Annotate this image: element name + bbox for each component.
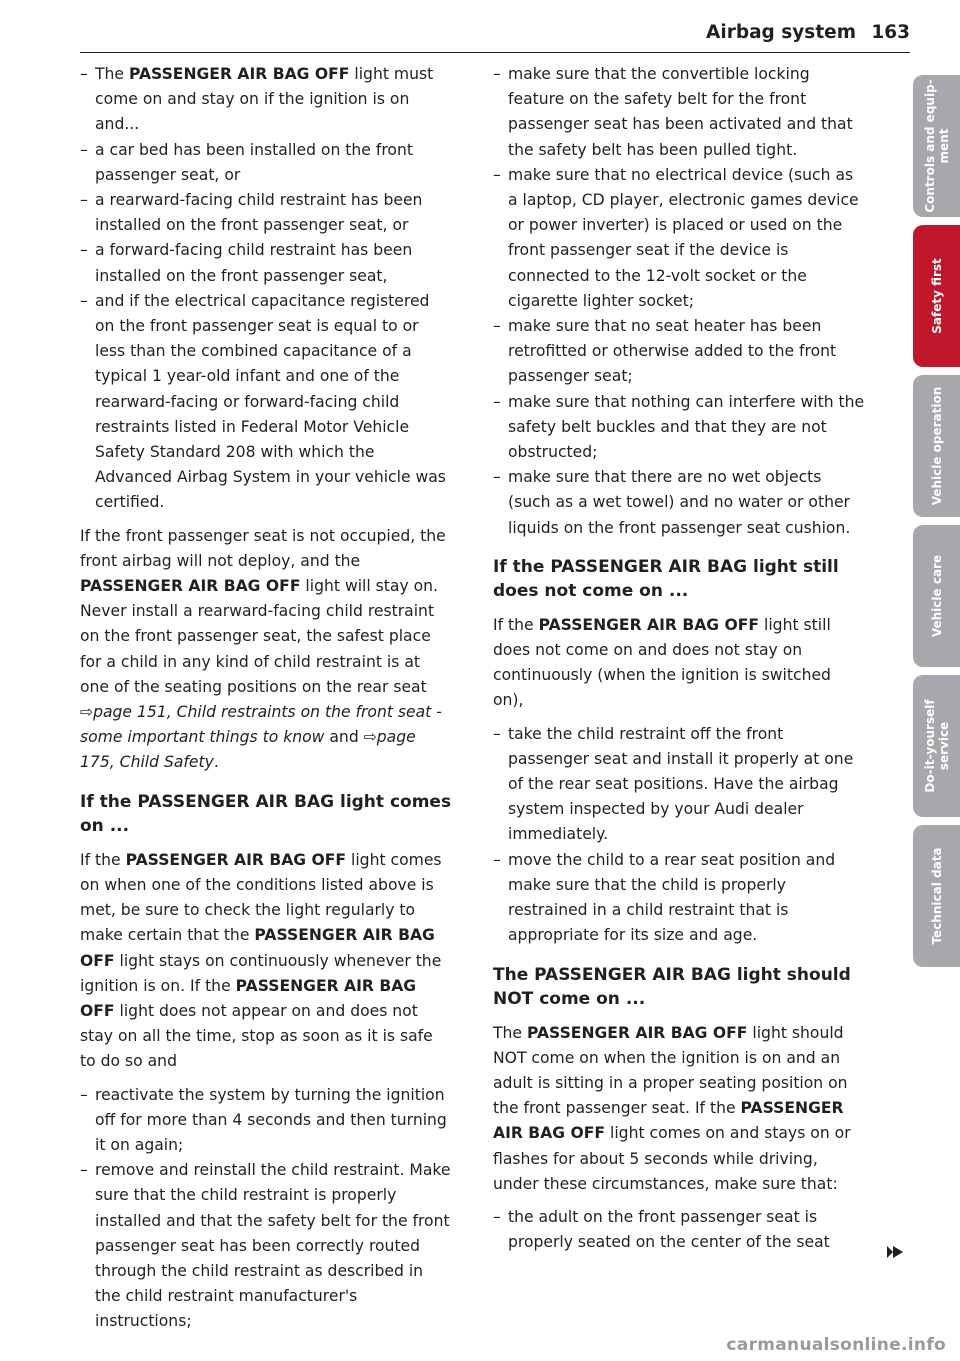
tab-safety-first[interactable]: Safety first: [913, 225, 960, 367]
tab-controls-and-equipment[interactable]: Controls and equip- ment: [913, 75, 960, 217]
list-item: – The PASSENGER AIR BAG OFF light must come on and stay on if the ignition is on and...: [80, 62, 452, 138]
check-list: [493, 1205, 865, 1255]
watermark: carmanualsonline.info: [726, 1335, 946, 1355]
light-should-not-paragraph: The PASSENGER AIR BAG OFF light should NOT come on when the ignition is on and an adult is sitting in a proper seating position on the front passenger seat. If the PASSENGER AIR BAG OFF light comes on and stays on or flashes for about 5 seconds while driving, under these circumstances, make sure that:: [493, 1023, 851, 1193]
page-ref-link[interactable]: page 175, Child Safety: [80, 728, 416, 772]
continue-arrow-icon: [893, 1246, 903, 1258]
section-heading: The PASSENGER AIR BAG light should NOT come on ...: [493, 964, 851, 1009]
unoccupied-seat-paragraph: If the front passenger seat is not occupied, the front airbag will not deploy, and the PASSENGER AIR BAG OFF light will stay on. Never install a rearward-facing child restraint on the front passenger seat, the safest place for a child in any kind of child restraint is at one of the seating positions on the rear seat ⇨page 151, Child restraints on the front seat - some important things to know and ⇨page 175, Child Safety.: [80, 526, 446, 772]
list-item: – and if the electrical capacitance registered on the front passenger seat is equal to or less than the combined capacitance of a typical 1 year-old infant and one of the rearward-facing or forward-facing child restraints listed in Federal Motor Vehicle Safety Standard 208 with which the Advanced Airbag System in your vehicle was certified.: [80, 289, 452, 516]
page-number: 163: [871, 22, 910, 43]
tab-technical-data[interactable]: Technical data: [913, 825, 960, 967]
action-list: [80, 1083, 452, 1335]
condition-list: [80, 62, 452, 516]
page-ref-link[interactable]: page 151, Child restraints on the front seat - some important things to know: [80, 703, 442, 747]
light-comes-on-paragraph: If the PASSENGER AIR BAG OFF light comes on when one of the conditions listed above is met, be sure to check the light regularly to make certain that the PASSENGER AIR BAG OFF light stays on continuously whenever the ignition is on. If the PASSENGER AIR BAG OFF light does not appear on and does not stay on all the time, stop as soon as it is safe to do so and: [80, 850, 442, 1071]
list-item: – reactivate the system by turning the ignition off for more than 4 seconds and then turning it on again;: [80, 1083, 452, 1159]
action-list: [493, 722, 865, 949]
list-item: – the adult on the front passenger seat is properly seated on the center of the seat: [493, 1205, 865, 1255]
left-column: [80, 62, 452, 1335]
list-item: – a forward-facing child restraint has been installed on the front passenger seat,: [80, 238, 452, 288]
list-item: – a rearward-facing child restraint has been installed on the front passenger seat, or: [80, 188, 452, 238]
list-item: – a car bed has been installed on the front passenger seat, or: [80, 138, 452, 188]
section-heading: If the PASSENGER AIR BAG light still does not come on ...: [493, 556, 839, 601]
list-item: – make sure that no electrical device (such as a laptop, CD player, electronic games device or power inverter) is placed or used on the front passenger seat if the device is connected to the 12-volt socket or the cigarette lighter socket;: [493, 163, 865, 314]
list-item: – take the child restraint off the front passenger seat and install it properly at one of the rear seat positions. Have the airbag system inspected by your Audi dealer immediately.: [493, 722, 865, 848]
list-item: – make sure that no seat heater has been retrofitted or otherwise added to the front passenger seat;: [493, 314, 865, 390]
tab-vehicle-care[interactable]: Vehicle care: [913, 525, 960, 667]
light-not-on-paragraph: If the PASSENGER AIR BAG OFF light still does not come on and does not stay on continuously (when the ignition is switched on),: [493, 615, 831, 710]
section-heading: If the PASSENGER AIR BAG light comes on ...: [80, 791, 452, 836]
list-item: – remove and reinstall the child restraint. Make sure that the child restraint is properly installed and that the safety belt for the front passenger seat has been correctly routed through the child restraint as described in the child restraint manufacturer's instructions;: [80, 1158, 452, 1334]
page-header: [80, 20, 910, 53]
right-column: [493, 62, 865, 1255]
list-item: – make sure that nothing can interfere with the safety belt buckles and that they are not obstructed;: [493, 390, 865, 466]
page-ref-arrow-icon: ⇨: [80, 703, 94, 722]
list-item: – make sure that the convertible locking feature on the safety belt for the front passenger seat has been activated and that the safety belt has been pulled tight.: [493, 62, 865, 163]
list-item: – move the child to a rear seat position and make sure that the child is properly restrained in a child restraint that is appropriate for its size and age.: [493, 848, 865, 949]
tab-vehicle-operation[interactable]: Vehicle operation: [913, 375, 960, 517]
tab-do-it-yourself-service[interactable]: Do-it-yourself service: [913, 675, 960, 817]
page-ref-arrow-icon: ⇨: [363, 728, 377, 747]
section-title: Airbag system: [706, 22, 856, 43]
list-item: – make sure that there are no wet objects (such as a wet towel) and no water or other liquids on the front passenger seat cushion.: [493, 465, 865, 541]
check-list: [493, 62, 865, 541]
